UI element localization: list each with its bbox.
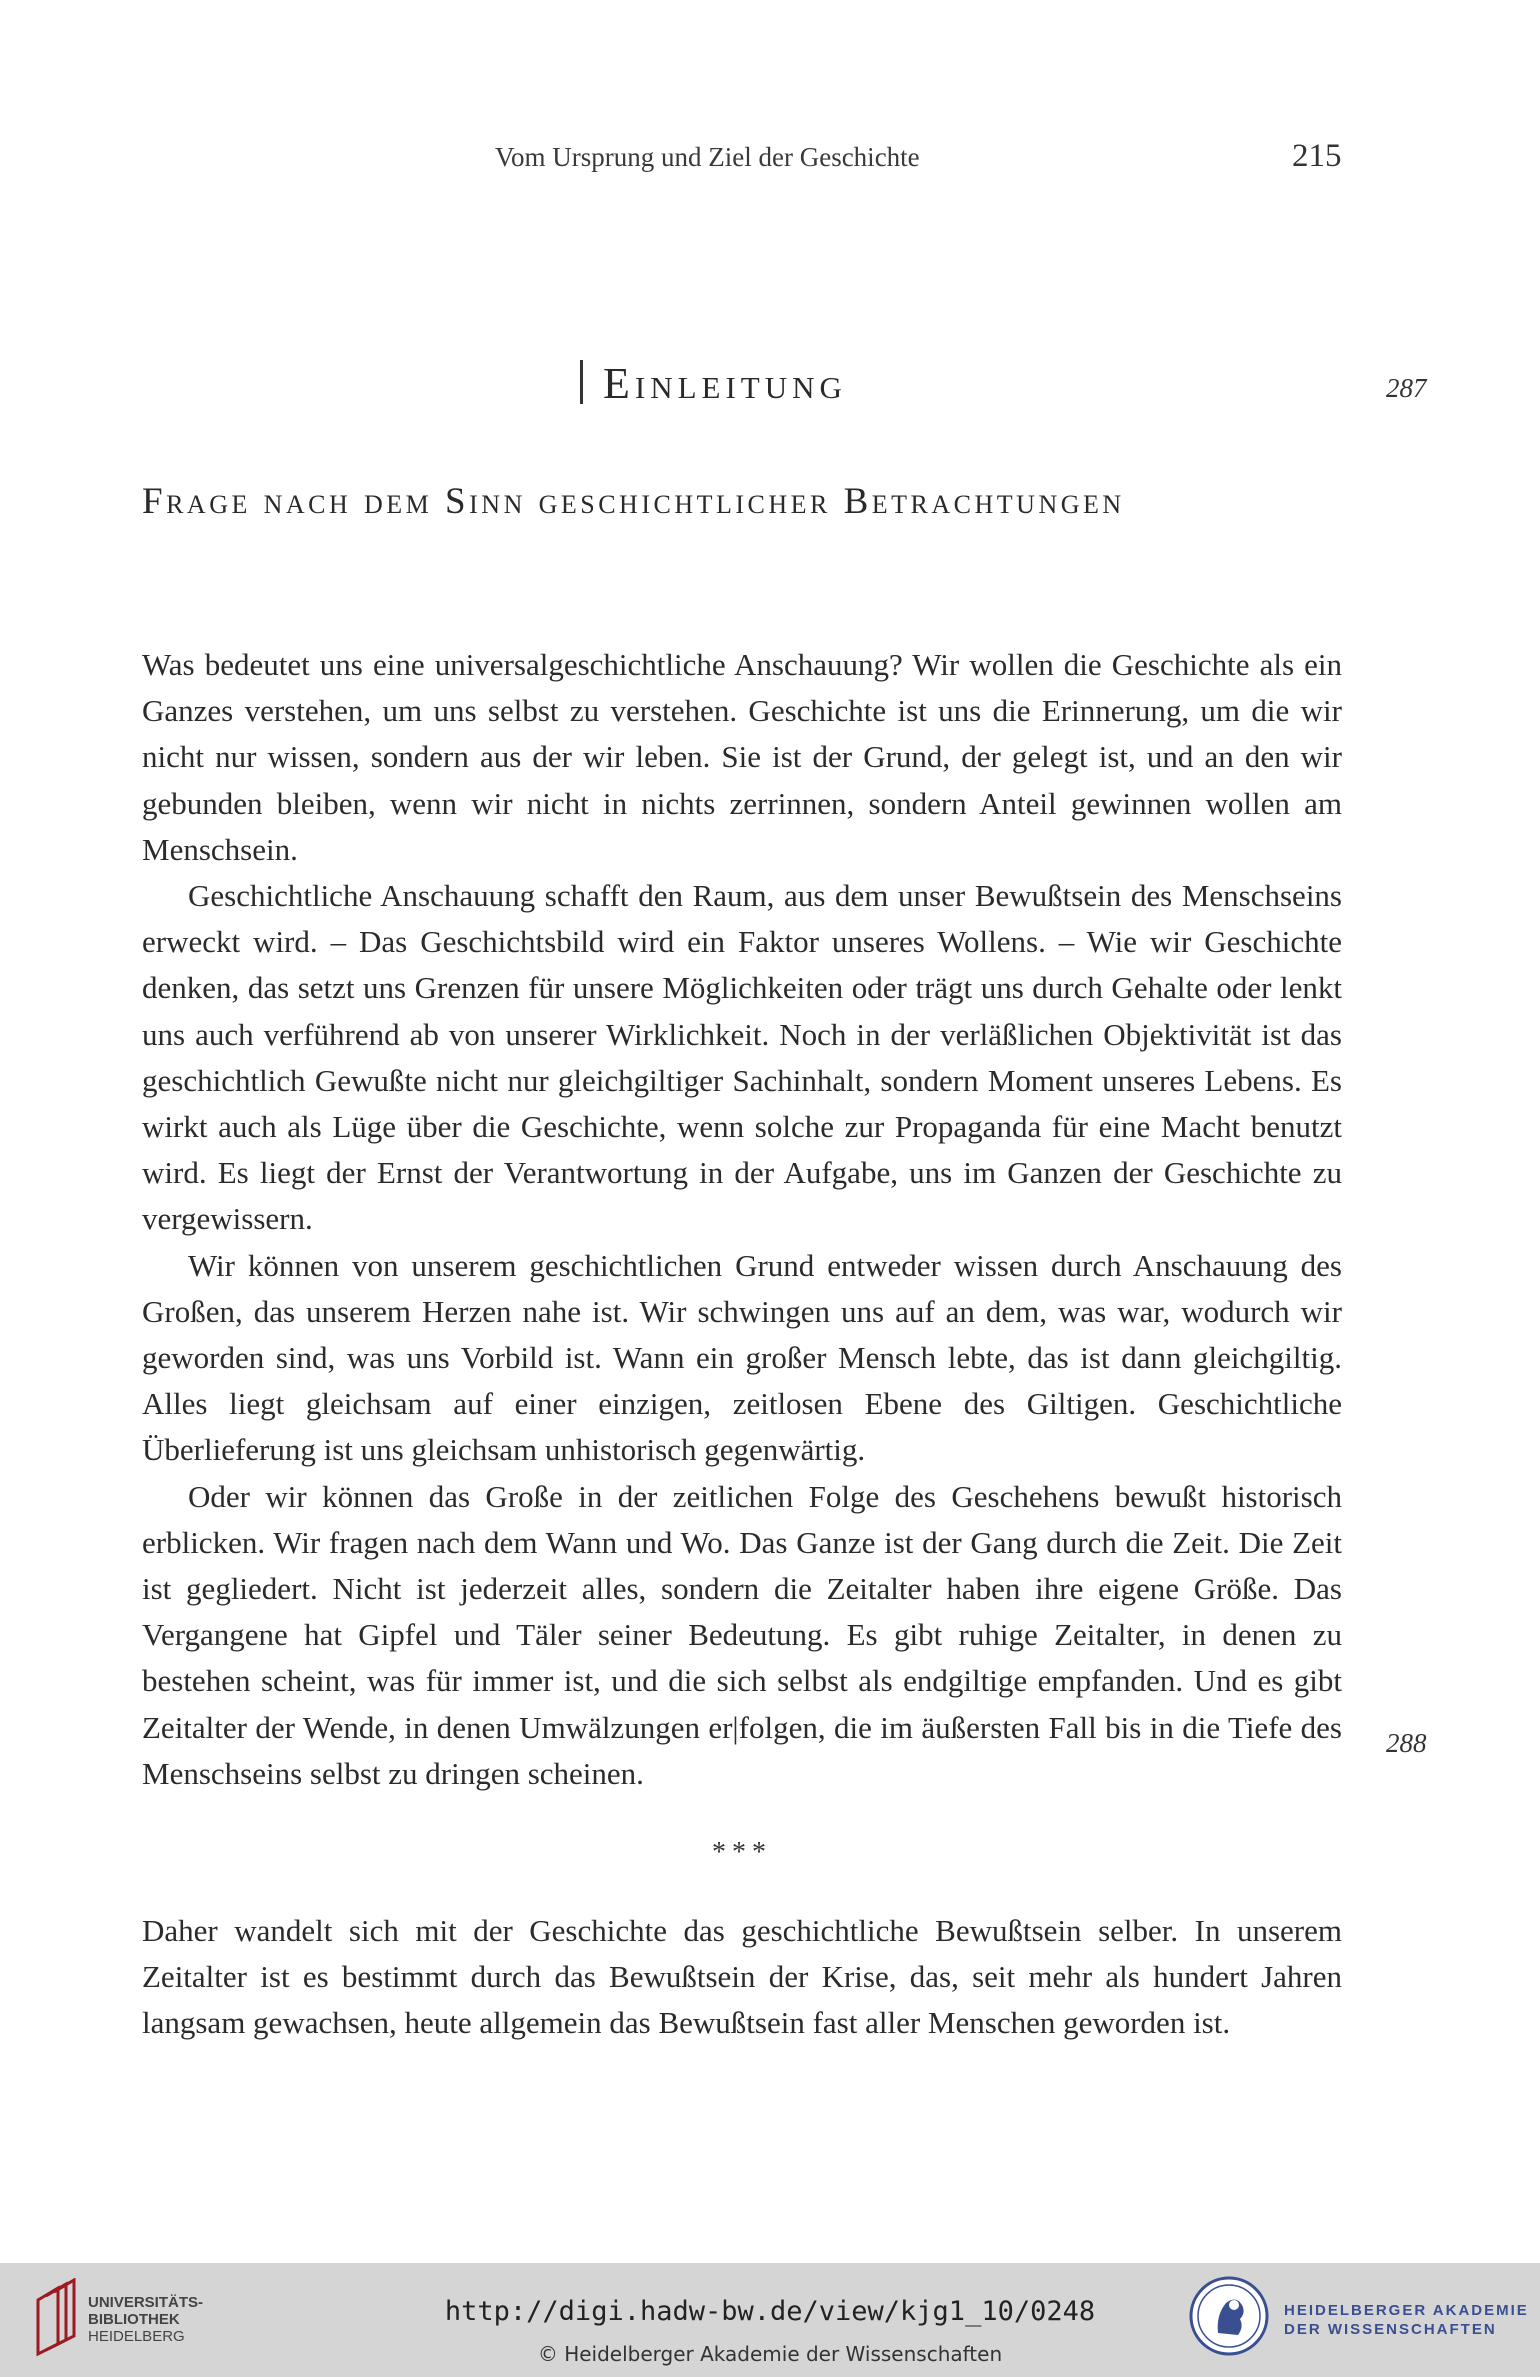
footer-copyright: © Heidelberger Akademie der Wissenschaften bbox=[537, 2342, 1003, 2366]
page-number: 215 bbox=[1292, 138, 1342, 174]
library-name-line: BIBLIOTHEK bbox=[88, 2311, 180, 2328]
margin-page-ref-287: 287 bbox=[1386, 373, 1427, 403]
page-break-marker bbox=[580, 360, 583, 404]
margin-page-ref-288: 288 bbox=[1386, 1728, 1427, 1758]
closing-text bbox=[142, 1908, 1342, 2047]
paragraph: Geschichtliche Anschauung schafft den Raum, aus dem unser Bewußtsein des Menschseins erweckt wird. – Das Geschichtsbild wird ein Faktor unseres Wollens. – Wie wir Geschichte denken, das setzt uns Grenzen für unsere Möglichkeiten oder trägt uns durch Gehalte oder lenkt uns auch verführend ab von unserer Wirklichkeit. Noch in der verläßlichen Objektivität ist das geschichtlich Gewußte nicht nur gleichgiltiger Sachinhalt, sondern Moment unseres Lebens. Es wirkt auch als Lüge über die Geschichte, wenn solche zur Propaganda für eine Macht benutzt wird. Es liegt der Ernst der Verantwortung in der Aufgabe, uns im Ganzen der Geschichte zu vergewissern. bbox=[142, 878, 1342, 1237]
footer-url-link[interactable]: http://digi.hadw-bw.de/view/kjg1_10/0248 bbox=[444, 2296, 1096, 2327]
section-separator: *** bbox=[712, 1837, 772, 1868]
paragraph: Was bedeutet uns eine universalgeschichtliche Anschauung? Wir wollen die Geschichte als ein Ganzes verstehen, um uns selbst zu verstehen. Geschichte ist uns die Erinnerung, um die wir nicht nur wissen, sondern aus der wir leben. Sie ist der Grund, der gelegt ist, und an den wir gebunden bleiben, wenn wir nicht in nichts zerrinnen, sondern Anteil gewinnen wollen am Menschsein. bbox=[142, 647, 1342, 867]
chapter-title bbox=[580, 358, 847, 409]
main-text bbox=[142, 642, 1342, 1797]
paragraph: Oder wir können das Große in der zeitlichen Folge des Geschehens bewußt historisch erblicken. Wir fragen nach dem Wann und Wo. Das Ganze ist der Gang durch die Zeit. Die Zeit ist gegliedert. Nicht ist jederzeit alles, sondern die Zeitalter haben ihre eigene Größe. Das Vergangene hat Gipfel und Täler seiner Bedeutung. Es gibt ruhige Zeitalter, in denen zu bestehen scheint, was für immer ist, und die sich selbst als endgiltige empfanden. Und es gibt Zeitalter der Wende, in denen Umwälzungen er|folgen, die im äußersten Fall bis in die Tiefe des Menschseins selbst zu dringen scheinen. bbox=[142, 1478, 1342, 1791]
section-title: Frage nach dem Sinn geschichtlicher Betrachtungen bbox=[142, 481, 1125, 522]
academy-seal-icon[interactable] bbox=[1188, 2275, 1270, 2357]
chapter-title-text: Einleitung bbox=[603, 359, 847, 408]
library-name-line: UNIVERSITÄTS- bbox=[88, 2294, 204, 2311]
paragraph: Daher wandelt sich mit der Geschichte das geschichtliche Bewußtsein selber. In unserem Zeitalter ist es bestimmt durch das Bewußtsein der Krise, das, seit mehr als hundert Jahren langsam gewachsen, heute allgemein das Bewußtsein fast aller Menschen geworden ist. bbox=[142, 1913, 1342, 2041]
running-head: Vom Ursprung und Ziel der Geschichte bbox=[495, 142, 920, 172]
paragraph: Wir können von unserem geschichtlichen Grund entweder wissen durch Anschauung des Großen, das unserem Herzen nahe ist. Wir schwingen uns auf an dem, was war, wodurch wir geworden sind, was uns Vorbild ist. Wann ein großer Mensch lebte, das ist dann gleichgiltig. Alles liegt gleichsam auf einer einzigen, zeitlosen Ebene des Giltigen. Geschichtliche Überlieferung ist uns gleichsam unhistorisch gegenwärtig. bbox=[142, 1247, 1342, 1468]
library-name-line: HEIDELBERG bbox=[88, 2328, 185, 2345]
academy-name-line: HEIDELBERGER AKADEMIE bbox=[1284, 2302, 1529, 2319]
academy-name bbox=[1284, 2301, 1529, 2339]
academy-name-line: DER WISSENSCHAFTEN bbox=[1284, 2321, 1497, 2338]
